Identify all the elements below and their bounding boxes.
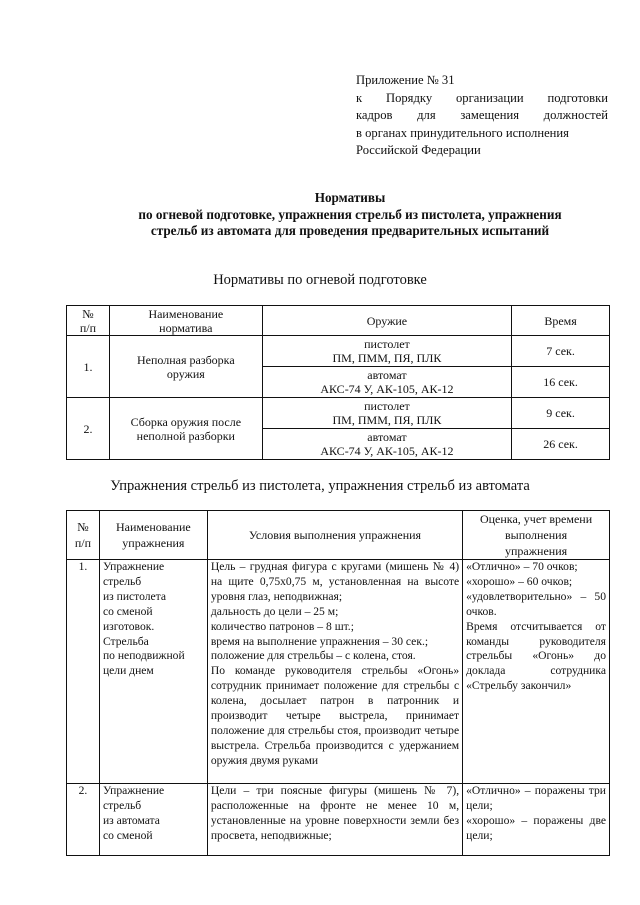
row-time: 7 сек. <box>512 336 610 367</box>
exercises-table <box>66 510 610 856</box>
row-name: Сборка оружия после неполной разборки <box>109 398 262 460</box>
header-num: № п/п <box>67 306 110 336</box>
header-score: Оценка, учет времени выполнения упражнения <box>463 511 610 560</box>
header-num: № п/п <box>67 511 100 560</box>
header-conditions: Условия выполнения упражнения <box>207 511 462 560</box>
row-num: 1. <box>67 560 100 784</box>
header-time: Время <box>512 306 610 336</box>
header-weapon: Оружие <box>262 306 511 336</box>
table-header-row <box>67 306 610 336</box>
document-title-line: Нормативы <box>314 190 386 205</box>
row-num: 2. <box>67 398 110 460</box>
row-score: «Отлично» – 70 очков; «хорошо» – 60 очков; «удовлетворительно» – 50 очков. Время отсчитывается от команды руководителя стрельбы «Огонь» до доклада сотрудника «Стрельбу закончил» <box>463 560 610 784</box>
row-time: 9 сек. <box>512 398 610 429</box>
document-title-line: по огневой подготовке, упражнения стрельб из пистолета, упражнения <box>138 206 562 222</box>
table-header-row <box>67 511 610 560</box>
annex-line: кадров для замещения должностей <box>356 108 608 123</box>
row-weapon: пистолет ПМ, ПММ, ПЯ, ПЛК <box>262 336 511 367</box>
header-name: Наименование норматива <box>109 306 262 336</box>
row-name: Упражнение стрельб из пистолета со сменой изготовок. Стрельба по неподвижной цели днем <box>99 560 207 784</box>
table-row <box>67 560 610 784</box>
table-row <box>67 336 610 367</box>
row-name: Неполная разборка оружия <box>109 336 262 398</box>
row-num: 1. <box>67 336 110 398</box>
document-title-line: стрельб из автомата для проведения предварительных испытаний <box>150 223 550 238</box>
row-time: 26 сек. <box>512 429 610 460</box>
row-score: «Отлично» – поражены три цели; «хорошо» – поражены две цели; <box>463 784 610 856</box>
document-title <box>60 190 640 240</box>
row-weapon: пистолет ПМ, ПММ, ПЯ, ПЛК <box>262 398 511 429</box>
table-row <box>67 784 610 856</box>
section2-title: Упражнения стрельб из пистолета, упражнения стрельб из автомата <box>110 478 530 494</box>
row-time: 16 сек. <box>512 367 610 398</box>
header-name: Наименование упражнения <box>99 511 207 560</box>
row-weapon: автомат АКС-74 У, АК-105, АК-12 <box>262 429 511 460</box>
annex-line: Российской Федерации <box>356 143 481 158</box>
table-row <box>67 398 610 429</box>
row-weapon: автомат АКС-74 У, АК-105, АК-12 <box>262 367 511 398</box>
section1-title: Нормативы по огневой подготовке <box>213 272 427 288</box>
row-conditions: Цель – грудная фигура с кругами (мишень № 4) на щите 0,75х0,75 м, установленная на высоте уровня глаз, неподвижная; дальность до цели – 25 м; количество патронов – 8 шт.; время на выполнение упражнения – 30 сек.; положение для стрельбы – с колена, стоя. По команде руководителя стрельбы «Огонь» сотрудник принимает положение для стрельбы с колена, досылает патрон в патронник и производит четыре выстрела, принимает положение для стрельбы стоя, производит четыре выстрела. Стрельба производится с удержанием оружия двумя руками <box>207 560 462 784</box>
annex-block <box>356 72 608 160</box>
annex-line: к Порядку организации подготовки <box>356 90 608 105</box>
row-conditions: Цели – три поясные фигуры (мишень № 7), расположенные на фронте не менее 10 м, установленные на уровне поверхности земли без просвета, неподвижные; <box>207 784 462 856</box>
annex-title: Приложение № 31 <box>356 73 455 87</box>
row-num: 2. <box>67 784 100 856</box>
row-name: Упражнение стрельб из автомата со сменой <box>99 784 207 856</box>
standards-table <box>66 305 610 460</box>
annex-line: в органах принудительного исполнения <box>356 125 569 140</box>
